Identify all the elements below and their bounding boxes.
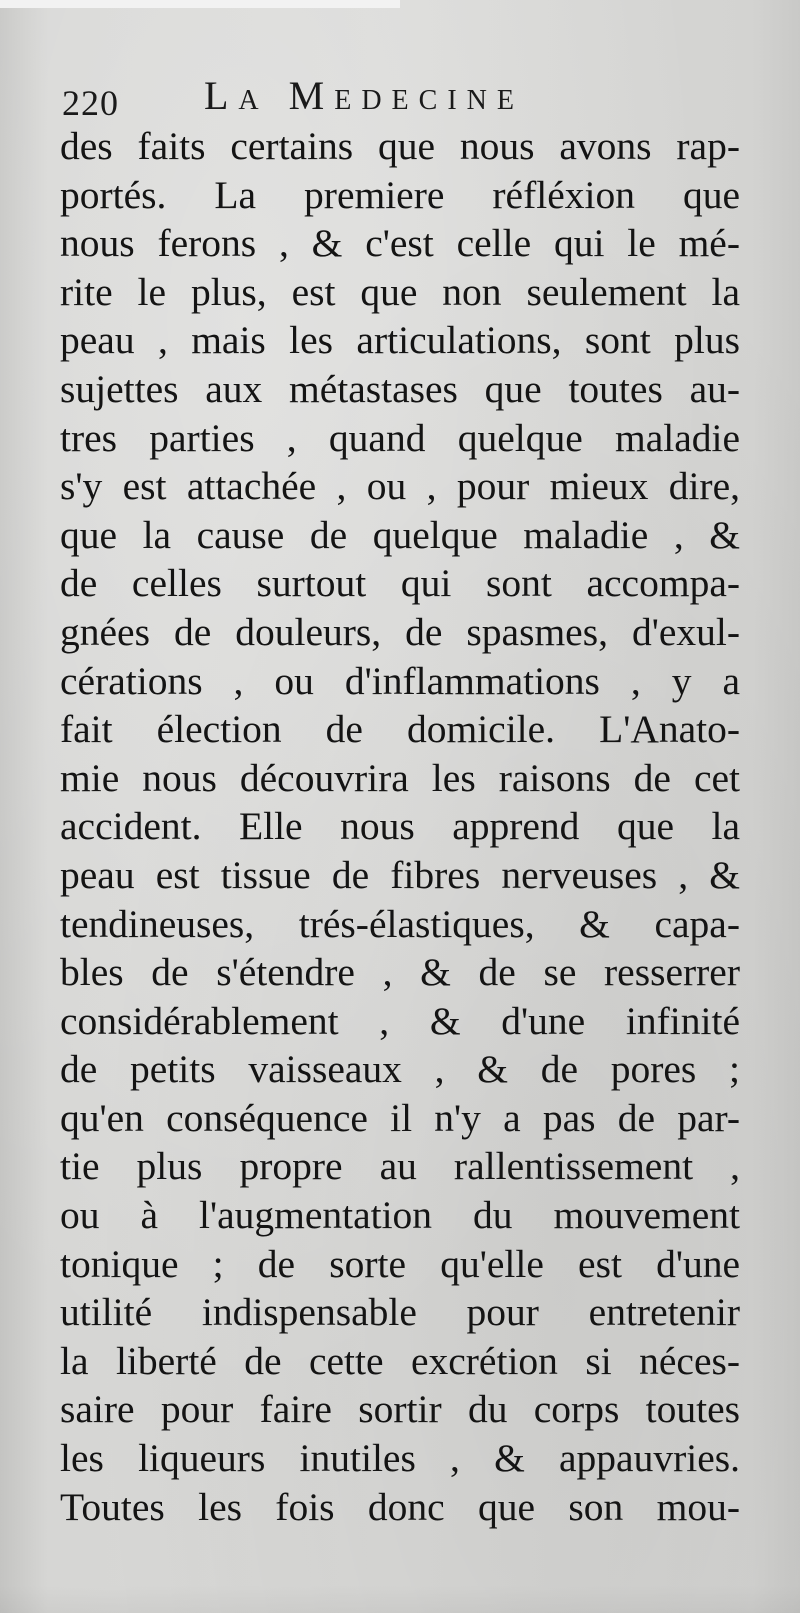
text-line: des faits certains que nous avons rap- (60, 124, 740, 168)
text-line: mie nous découvrira les raisons de cet (60, 755, 740, 800)
text-line: considérablement , & d'une infinité (60, 998, 740, 1043)
text-line: de petits vaisseaux , & de pores ; (60, 1047, 740, 1092)
text-line: tonique ; de sorte qu'elle est d'une (60, 1241, 740, 1286)
text-line: rite le plus, est que non seulement la (60, 269, 740, 314)
text-line: s'y est attachée , ou , pour mieux dire, (60, 464, 740, 509)
text-line: portés. La premiere réfléxion que (60, 172, 740, 217)
text-line: gnées de douleurs, de spasmes, d'exul- (60, 609, 740, 654)
text-line: peau est tissue de fibres nerveuses , & (60, 852, 740, 897)
text-line: utilité indispensable pour entretenir (60, 1290, 740, 1335)
scan-bottom-edge (0, 1585, 800, 1613)
text-line: de celles surtout qui sont accompa- (60, 561, 740, 606)
running-title: La Medecine (204, 73, 524, 118)
text-line: tendineuses, trés-élastiques, & capa- (60, 901, 740, 946)
running-head (62, 72, 762, 122)
page-number: 220 (62, 83, 119, 123)
text-line: sujettes aux métastases que toutes au- (60, 366, 740, 411)
text-line: cérations , ou d'inflammations , y a (60, 658, 740, 703)
body-text (60, 122, 740, 1531)
text-line: ou à l'augmentation du mouvement (60, 1193, 740, 1238)
text-line: Toutes les fois donc que son mou- (60, 1484, 740, 1529)
text-line: tie plus propre au rallentissement , (60, 1144, 740, 1189)
text-line: nous ferons , & c'est celle qui le mé- (60, 221, 740, 266)
text-line: bles de s'étendre , & de se resserrer (60, 950, 740, 995)
text-line: que la cause de quelque maladie , & (60, 512, 740, 557)
text-line: tres parties , quand quelque maladie (60, 415, 740, 460)
text-line: saire pour faire sortir du corps toutes (60, 1387, 740, 1432)
text-line: qu'en conséquence il n'y a pas de par- (60, 1095, 740, 1140)
scan-edge (0, 0, 400, 8)
text-line: les liqueurs inutiles , & appauvries. (60, 1436, 740, 1481)
text-line: accident. Elle nous apprend que la (60, 804, 740, 849)
text-line: la liberté de cette excrétion si néces- (60, 1338, 740, 1383)
text-line: fait élection de domicile. L'Anato- (60, 707, 740, 752)
text-line: peau , mais les articulations, sont plus (60, 318, 740, 363)
